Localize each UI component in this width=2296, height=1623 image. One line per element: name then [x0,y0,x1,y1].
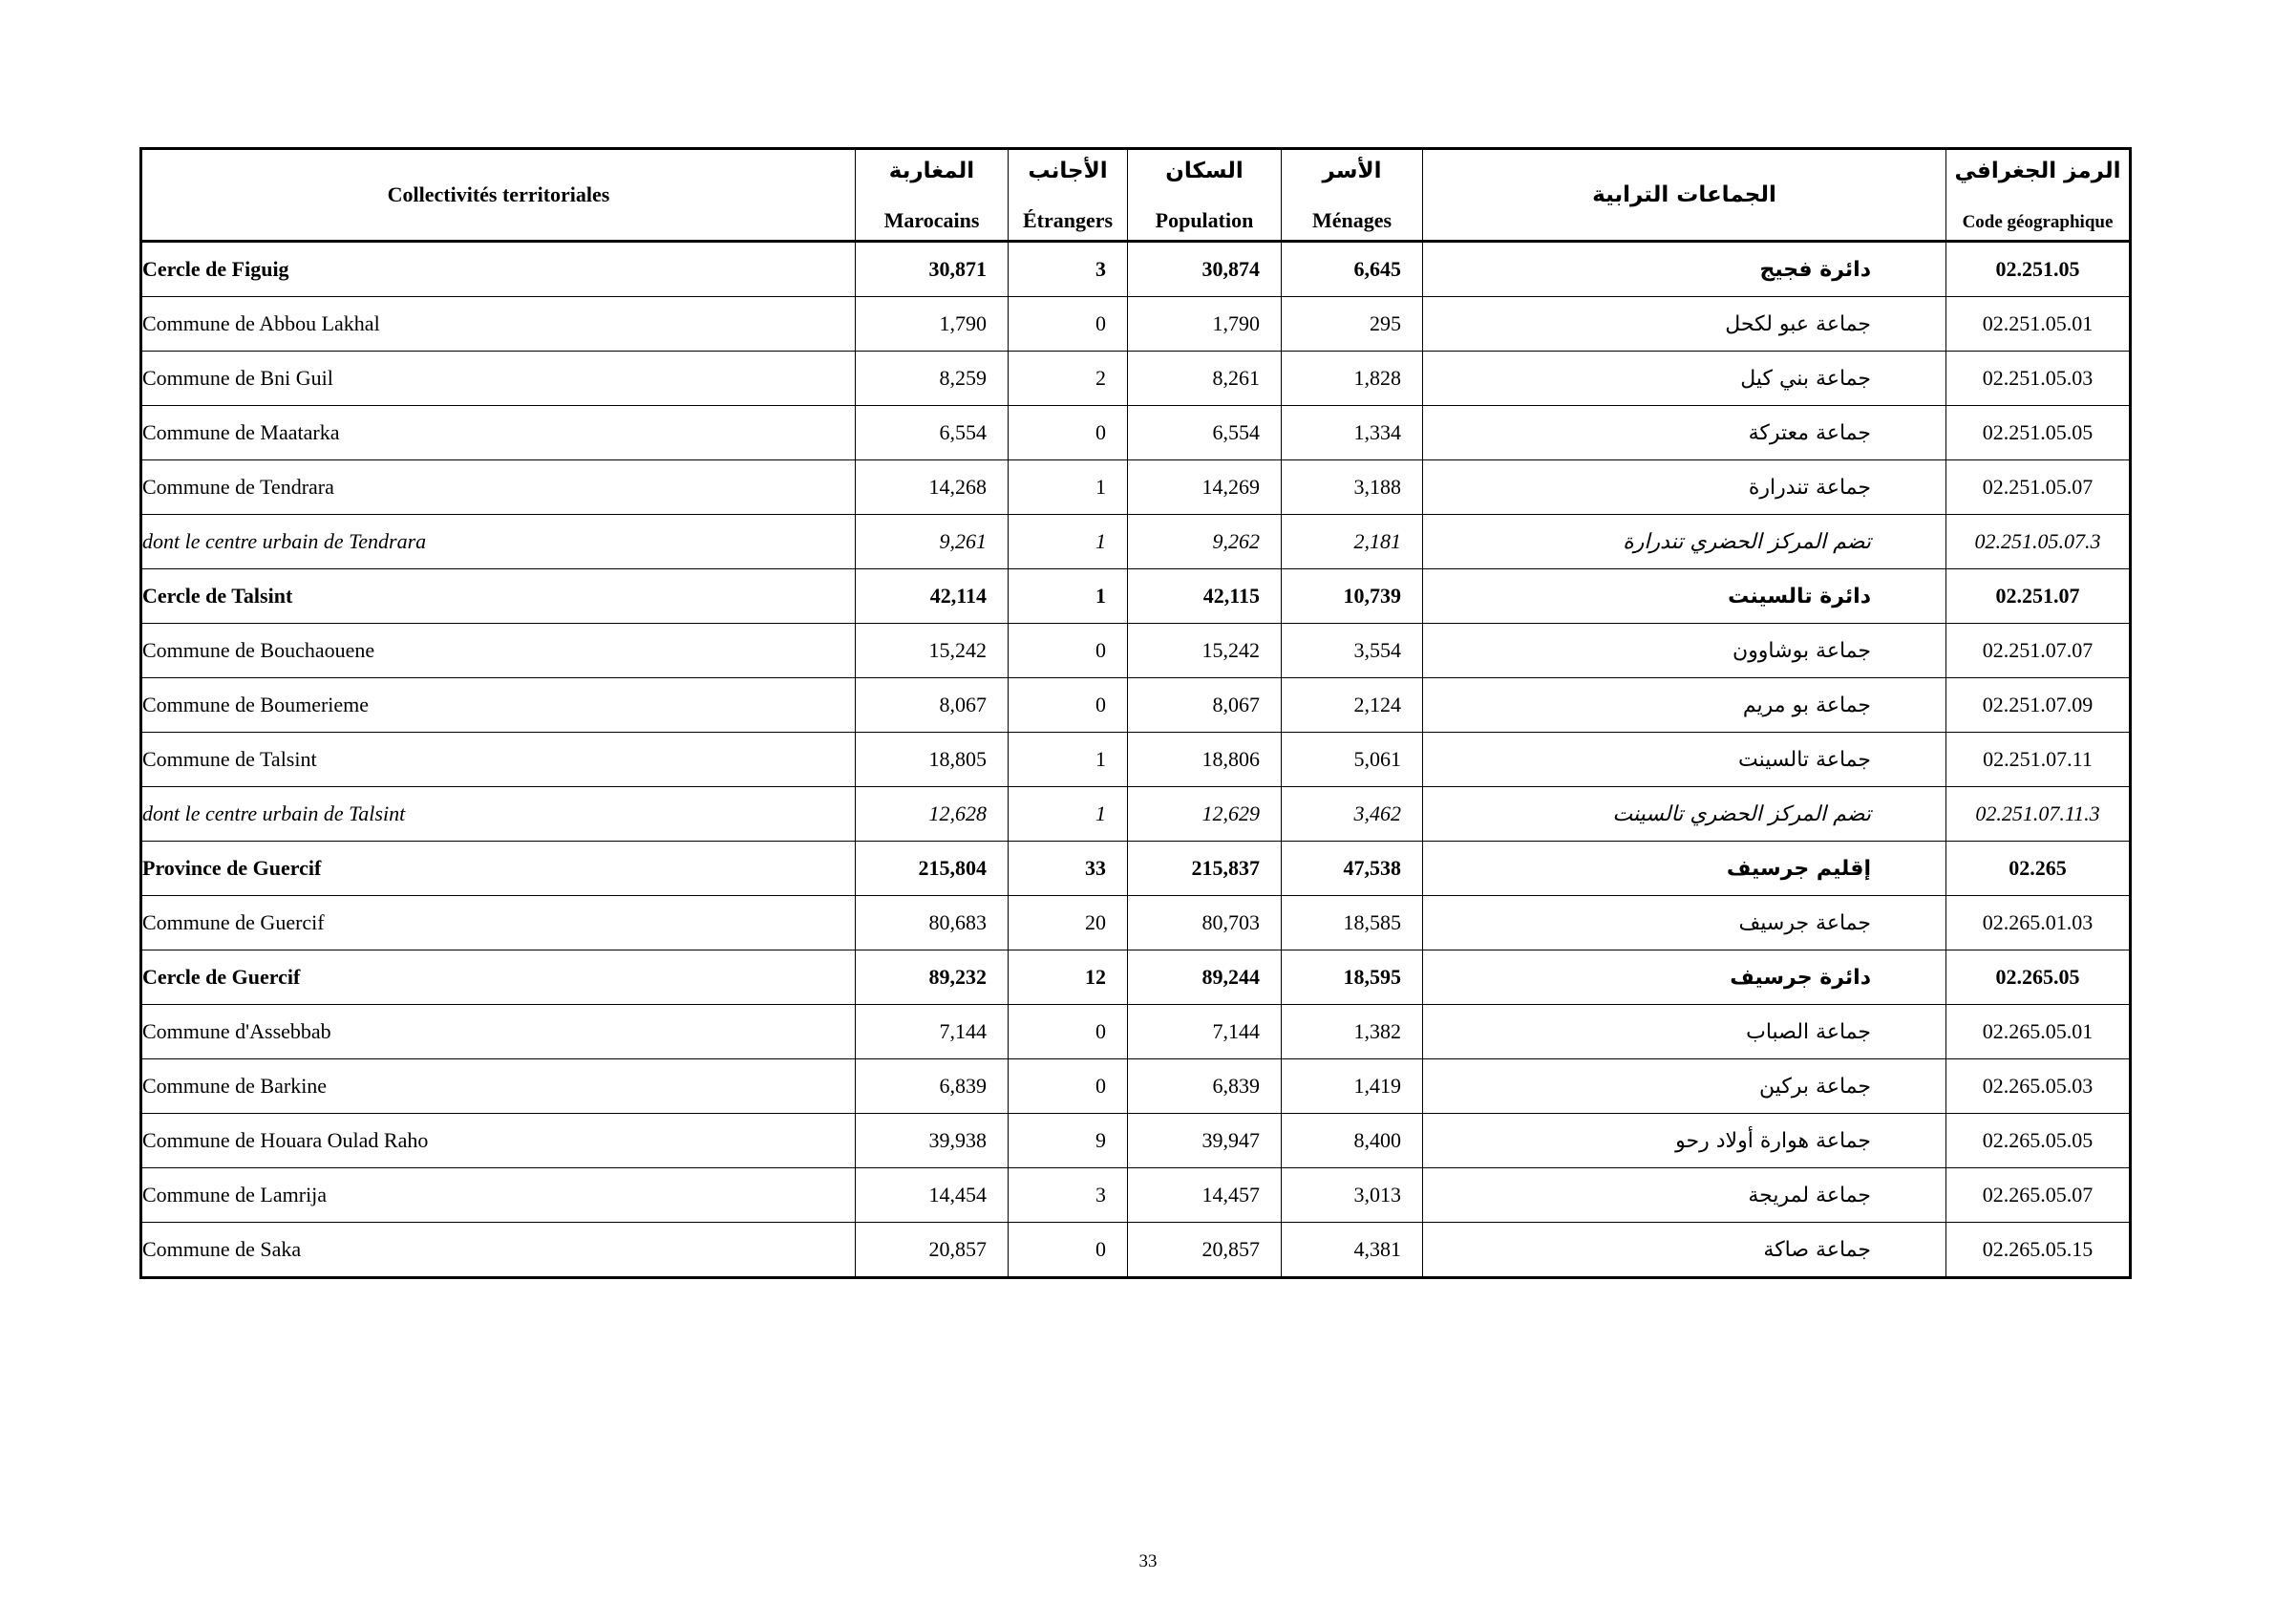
population-cell: 20,857 [1128,1223,1282,1278]
population-cell: 89,244 [1128,950,1282,1005]
name-ar-cell: دائرة فجيج [1423,242,1946,297]
etrangers-cell: 1 [1009,787,1128,842]
code-cell: 02.265.05.07 [1946,1168,2131,1223]
table-row [141,1059,2131,1114]
marocains-cell: 89,232 [856,950,1009,1005]
marocains-cell: 8,067 [856,678,1009,733]
name-fr-cell: Commune de Bouchaouene [141,624,856,678]
marocains-cell: 6,839 [856,1059,1009,1114]
header-menages [1282,149,1423,242]
code-cell: 02.265.05 [1946,950,2131,1005]
population-cell: 7,144 [1128,1005,1282,1059]
population-cell: 30,874 [1128,242,1282,297]
name-ar-cell: جماعة بركين [1423,1059,1946,1114]
table-row [141,678,2131,733]
population-cell: 14,269 [1128,460,1282,515]
menages-cell: 6,645 [1282,242,1423,297]
code-cell: 02.251.07.07 [1946,624,2131,678]
marocains-cell: 14,454 [856,1168,1009,1223]
header-code [1946,149,2131,242]
menages-cell: 3,013 [1282,1168,1423,1223]
name-ar-cell: جماعة معتركة [1423,406,1946,460]
name-fr-cell: Commune de Tendrara [141,460,856,515]
table-row [141,624,2131,678]
name-fr-cell: Commune de Maatarka [141,406,856,460]
population-cell: 42,115 [1128,569,1282,624]
table-row [141,733,2131,787]
menages-cell: 1,828 [1282,352,1423,406]
name-ar-cell: تضم المركز الحضري تالسينت [1423,787,1946,842]
etrangers-cell: 0 [1009,1005,1128,1059]
marocains-cell: 215,804 [856,842,1009,896]
etrangers-cell: 0 [1009,1223,1128,1278]
name-fr-cell: Cercle de Figuig [141,242,856,297]
table-row [141,515,2131,569]
etrangers-cell: 20 [1009,896,1128,950]
header-code-fr: Code géographique [1962,212,2114,232]
name-ar-cell: دائرة جرسيف [1423,950,1946,1005]
name-ar-cell: جماعة تالسينت [1423,733,1946,787]
header-marocains-fr: Marocains [883,208,980,232]
name-fr-cell: Commune d'Assebbab [141,1005,856,1059]
code-cell: 02.251.05.05 [1946,406,2131,460]
header-menages-fr: Ménages [1311,208,1392,232]
code-cell: 02.265.05.01 [1946,1005,2131,1059]
menages-cell: 10,739 [1282,569,1423,624]
header-etrangers-ar: الأجانب [1028,159,1108,183]
name-fr-cell: Commune de Saka [141,1223,856,1278]
header-population-ar: السكان [1165,159,1244,183]
name-ar-cell: جماعة عبو لكحل [1423,297,1946,352]
marocains-cell: 9,261 [856,515,1009,569]
table-row [141,406,2131,460]
name-fr-cell: Commune de Boumerieme [141,678,856,733]
etrangers-cell: 0 [1009,678,1128,733]
population-cell: 6,554 [1128,406,1282,460]
name-ar-cell: جماعة بو مريم [1423,678,1946,733]
name-fr-cell: Cercle de Talsint [141,569,856,624]
name-fr-cell: Commune de Abbou Lakhal [141,297,856,352]
code-cell: 02.265.05.15 [1946,1223,2131,1278]
population-cell: 14,457 [1128,1168,1282,1223]
marocains-cell: 39,938 [856,1114,1009,1168]
header-marocains [856,149,1009,242]
code-cell: 02.265 [1946,842,2131,896]
menages-cell: 3,188 [1282,460,1423,515]
code-cell: 02.265.05.03 [1946,1059,2131,1114]
header-etrangers-fr: Étrangers [1022,208,1114,232]
table-row [141,352,2131,406]
etrangers-cell: 33 [1009,842,1128,896]
table-row [141,460,2131,515]
header-collectivites-fr: Collectivités territoriales [141,149,856,242]
marocains-cell: 18,805 [856,733,1009,787]
menages-cell: 1,382 [1282,1005,1423,1059]
marocains-cell: 14,268 [856,460,1009,515]
code-cell: 02.251.05.07 [1946,460,2131,515]
etrangers-cell: 0 [1009,406,1128,460]
marocains-cell: 12,628 [856,787,1009,842]
etrangers-cell: 2 [1009,352,1128,406]
name-ar-cell: جماعة بني كيل [1423,352,1946,406]
marocains-cell: 8,259 [856,352,1009,406]
code-cell: 02.251.05.01 [1946,297,2131,352]
name-fr-cell: dont le centre urbain de Talsint [141,787,856,842]
menages-cell: 2,124 [1282,678,1423,733]
etrangers-cell: 0 [1009,624,1128,678]
population-cell: 215,837 [1128,842,1282,896]
etrangers-cell: 3 [1009,242,1128,297]
table-row [141,1168,2131,1223]
name-fr-cell: Commune de Talsint [141,733,856,787]
menages-cell: 47,538 [1282,842,1423,896]
marocains-cell: 42,114 [856,569,1009,624]
etrangers-cell: 3 [1009,1168,1128,1223]
table-row [141,1005,2131,1059]
menages-cell: 2,181 [1282,515,1423,569]
header-code-ar: الرمز الجغرافي [1954,159,2121,183]
menages-cell: 295 [1282,297,1423,352]
header-etrangers [1009,149,1128,242]
population-cell: 8,067 [1128,678,1282,733]
population-cell: 9,262 [1128,515,1282,569]
name-ar-cell: جماعة لمريجة [1423,1168,1946,1223]
code-cell: 02.265.05.05 [1946,1114,2131,1168]
menages-cell: 4,381 [1282,1223,1423,1278]
code-cell: 02.251.05.03 [1946,352,2131,406]
menages-cell: 3,462 [1282,787,1423,842]
name-ar-cell: جماعة هوارة أولاد رحو [1423,1114,1946,1168]
code-cell: 02.251.07.11.3 [1946,787,2131,842]
table-row [141,1114,2131,1168]
name-ar-cell: جماعة بوشاوون [1423,624,1946,678]
name-ar-cell: جماعة تندرارة [1423,460,1946,515]
code-cell: 02.251.05.07.3 [1946,515,2131,569]
population-cell: 8,261 [1128,352,1282,406]
name-fr-cell: Commune de Barkine [141,1059,856,1114]
marocains-cell: 6,554 [856,406,1009,460]
name-fr-cell: dont le centre urbain de Tendrara [141,515,856,569]
census-table [139,147,2132,1279]
marocains-cell: 30,871 [856,242,1009,297]
marocains-cell: 1,790 [856,297,1009,352]
table-row [141,297,2131,352]
code-cell: 02.251.05 [1946,242,2131,297]
etrangers-cell: 1 [1009,515,1128,569]
name-fr-cell: Commune de Guercif [141,896,856,950]
population-cell: 12,629 [1128,787,1282,842]
menages-cell: 1,334 [1282,406,1423,460]
marocains-cell: 7,144 [856,1005,1009,1059]
name-ar-cell: دائرة تالسينت [1423,569,1946,624]
table-row [141,787,2131,842]
population-cell: 6,839 [1128,1059,1282,1114]
header-menages-ar: الأسر [1322,159,1382,183]
etrangers-cell: 12 [1009,950,1128,1005]
table-row [141,896,2131,950]
etrangers-cell: 0 [1009,297,1128,352]
menages-cell: 8,400 [1282,1114,1423,1168]
marocains-cell: 20,857 [856,1223,1009,1278]
table-row [141,1223,2131,1278]
marocains-cell: 80,683 [856,896,1009,950]
header-marocains-ar: المغاربة [888,159,975,183]
population-cell: 39,947 [1128,1114,1282,1168]
etrangers-cell: 0 [1009,1059,1128,1114]
name-fr-cell: Cercle de Guercif [141,950,856,1005]
marocains-cell: 15,242 [856,624,1009,678]
table-row [141,569,2131,624]
name-ar-cell: تضم المركز الحضري تندرارة [1423,515,1946,569]
table-row [141,950,2131,1005]
menages-cell: 18,595 [1282,950,1423,1005]
header-population-fr: Population [1155,208,1254,232]
etrangers-cell: 9 [1009,1114,1128,1168]
menages-cell: 5,061 [1282,733,1423,787]
code-cell: 02.251.07.09 [1946,678,2131,733]
population-cell: 18,806 [1128,733,1282,787]
etrangers-cell: 1 [1009,460,1128,515]
page-number: 33 [1138,1551,1158,1571]
name-fr-cell: Commune de Bni Guil [141,352,856,406]
name-fr-cell: Commune de Houara Oulad Raho [141,1114,856,1168]
table-body [141,242,2131,1278]
header-collectivites-ar: الجماعات الترابية [1423,149,1946,242]
header-population [1128,149,1282,242]
population-cell: 15,242 [1128,624,1282,678]
menages-cell: 18,585 [1282,896,1423,950]
population-cell: 1,790 [1128,297,1282,352]
name-ar-cell: جماعة جرسيف [1423,896,1946,950]
code-cell: 02.251.07 [1946,569,2131,624]
menages-cell: 1,419 [1282,1059,1423,1114]
name-ar-cell: جماعة صاكة [1423,1223,1946,1278]
etrangers-cell: 1 [1009,733,1128,787]
population-cell: 80,703 [1128,896,1282,950]
name-ar-cell: جماعة الصباب [1423,1005,1946,1059]
code-cell: 02.251.07.11 [1946,733,2131,787]
menages-cell: 3,554 [1282,624,1423,678]
etrangers-cell: 1 [1009,569,1128,624]
name-fr-cell: Province de Guercif [141,842,856,896]
header-row [141,149,2131,242]
code-cell: 02.265.01.03 [1946,896,2131,950]
table-row [141,242,2131,297]
name-ar-cell: إقليم جرسيف [1423,842,1946,896]
table-row [141,842,2131,896]
name-fr-cell: Commune de Lamrija [141,1168,856,1223]
